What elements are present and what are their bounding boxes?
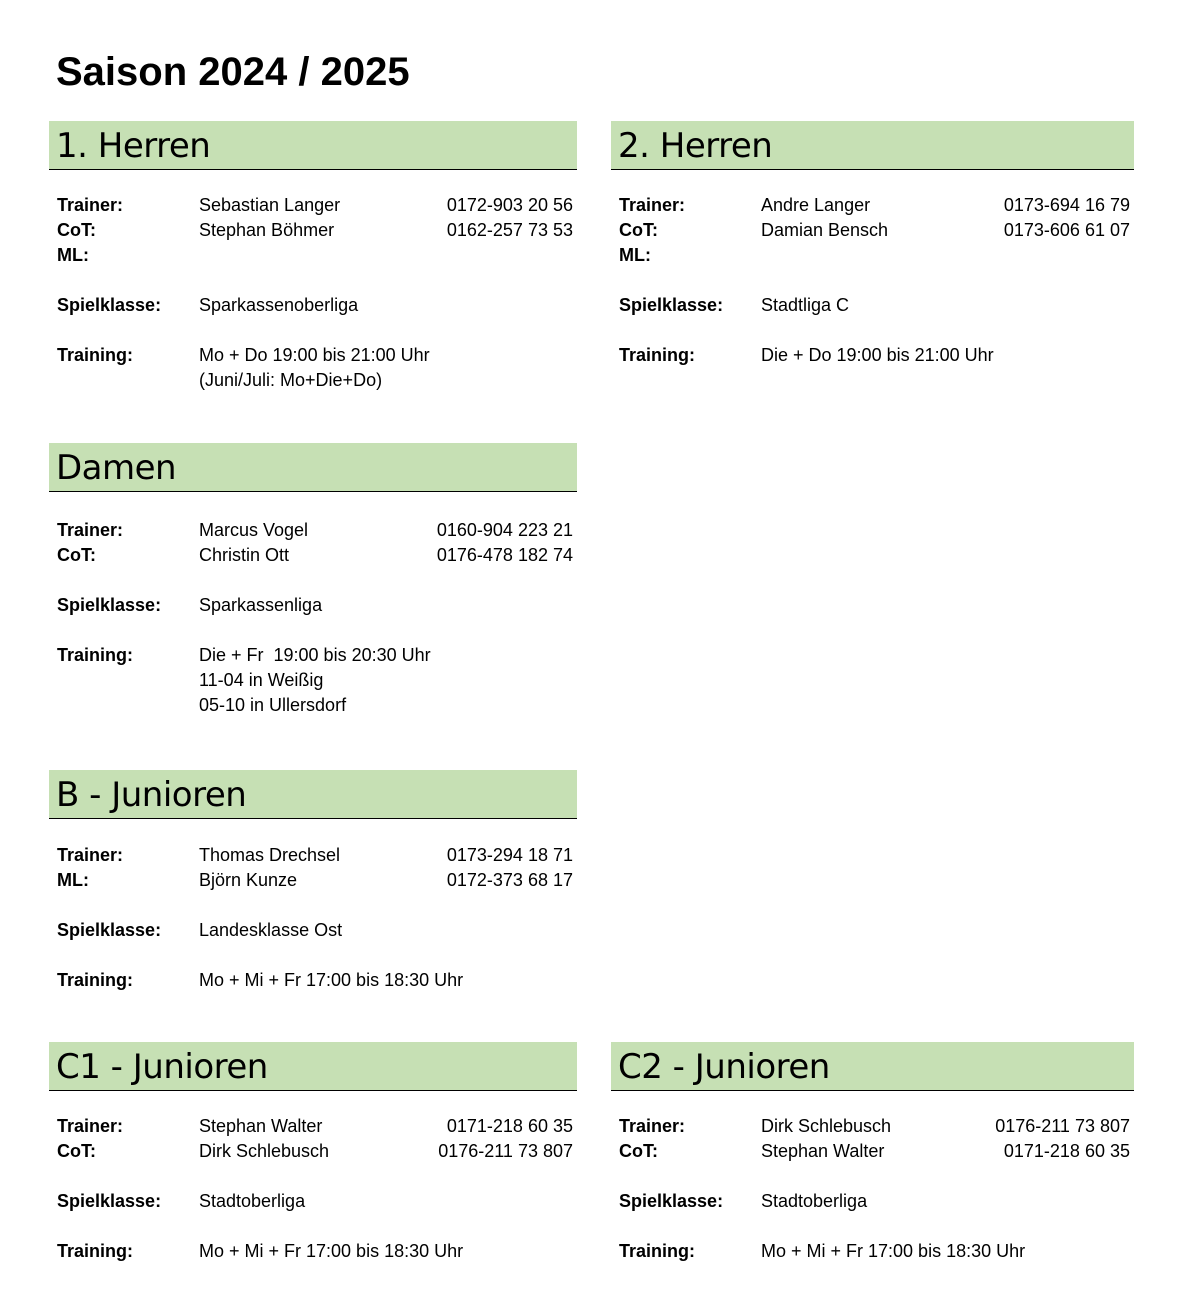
- staff-role: CoT:: [619, 1141, 658, 1161]
- staff-phone: 0173-606 61 07: [1003, 220, 1130, 240]
- staff-row-ml: [53, 868, 577, 893]
- team-block-damen: [49, 443, 577, 718]
- staff-person: Björn Kunze: [199, 870, 298, 890]
- staff-person: Dirk Schlebusch: [761, 1116, 892, 1136]
- league-value: Stadtoberliga: [199, 1191, 306, 1211]
- league-value: Sparkassenliga: [199, 595, 323, 615]
- league-row: [53, 593, 577, 618]
- staff-row-trainer: [615, 1114, 1134, 1139]
- staff-person: Dirk Schlebusch: [199, 1141, 330, 1161]
- staff-role: ML:: [57, 245, 89, 265]
- team-heading: 2. Herren: [611, 121, 1134, 170]
- league-value: Stadtliga C: [761, 295, 850, 315]
- staff-row-ml: [615, 243, 1134, 268]
- league-value: Sparkassenoberliga: [199, 295, 359, 315]
- staff-phone: 0173-694 16 79: [1003, 195, 1130, 215]
- team-heading: Damen: [49, 443, 577, 492]
- training-line: 11-04 in Weißig: [199, 670, 324, 690]
- staff-phone: 0173-294 18 71: [446, 845, 573, 865]
- staff-row-trainer: [53, 193, 577, 218]
- league-row: [53, 918, 577, 943]
- staff-phone: 0176-211 73 807: [995, 1116, 1130, 1136]
- staff-role: CoT:: [57, 545, 96, 565]
- training-label: Training:: [57, 1241, 133, 1261]
- league-row: [615, 1189, 1134, 1214]
- staff-row-cot: [615, 218, 1134, 243]
- staff-person: Thomas Drechsel: [199, 845, 341, 865]
- training-row: [53, 343, 577, 368]
- staff-role: ML:: [57, 870, 89, 890]
- league-value: Stadtoberliga: [761, 1191, 868, 1211]
- training-line: (Juni/Juli: Mo+Die+Do): [199, 370, 383, 390]
- staff-person: Marcus Vogel: [199, 520, 309, 540]
- team-block-c2-junioren: [611, 1042, 1134, 1264]
- training-row: [53, 643, 577, 668]
- team-heading: C1 - Junioren: [49, 1042, 577, 1091]
- staff-phone: 0172-903 20 56: [446, 195, 573, 215]
- staff-role: ML:: [619, 245, 651, 265]
- training-row-extra: [53, 693, 577, 718]
- league-row: [53, 1189, 577, 1214]
- training-line: 05-10 in Ullersdorf: [199, 695, 347, 715]
- staff-phone: 0172-373 68 17: [446, 870, 573, 890]
- staff-role: CoT:: [619, 220, 658, 240]
- staff-role: Trainer:: [619, 1116, 686, 1136]
- staff-role: Trainer:: [57, 520, 124, 540]
- training-label: Training:: [57, 345, 133, 365]
- staff-person: Stephan Böhmer: [199, 220, 335, 240]
- league-label: Spielklasse:: [57, 1191, 162, 1211]
- staff-phone: 0160-904 223 21: [436, 520, 573, 540]
- league-label: Spielklasse:: [57, 595, 162, 615]
- staff-person: Stephan Walter: [199, 1116, 323, 1136]
- staff-row-cot: [53, 543, 577, 568]
- league-label: Spielklasse:: [57, 920, 162, 940]
- training-row: [615, 343, 1134, 368]
- training-row: [53, 1239, 577, 1264]
- staff-row-trainer: [53, 843, 577, 868]
- league-label: Spielklasse:: [619, 1191, 724, 1211]
- staff-role: Trainer:: [619, 195, 686, 215]
- league-row: [615, 293, 1134, 318]
- training-line: Mo + Mi + Fr 17:00 bis 18:30 Uhr: [199, 1241, 464, 1261]
- training-row-extra: [53, 368, 577, 393]
- team-block-2-herren: [611, 121, 1134, 368]
- staff-role: CoT:: [57, 220, 96, 240]
- staff-row-trainer: [615, 193, 1134, 218]
- training-label: Training:: [57, 645, 133, 665]
- staff-row-ml: [53, 243, 577, 268]
- team-block-c1-junioren: [49, 1042, 577, 1264]
- team-block-1-herren: [49, 121, 577, 393]
- team-heading: B - Junioren: [49, 770, 577, 819]
- league-value: Landesklasse Ost: [199, 920, 343, 940]
- training-row: [615, 1239, 1134, 1264]
- training-line: Mo + Mi + Fr 17:00 bis 18:30 Uhr: [761, 1241, 1026, 1261]
- staff-row-trainer: [53, 1114, 577, 1139]
- team-heading: 1. Herren: [49, 121, 577, 170]
- staff-role: Trainer:: [57, 845, 124, 865]
- team-heading: C2 - Junioren: [611, 1042, 1134, 1091]
- staff-row-cot: [53, 218, 577, 243]
- staff-person: Damian Bensch: [761, 220, 889, 240]
- staff-row-cot: [615, 1139, 1134, 1164]
- staff-person: Stephan Walter: [761, 1141, 885, 1161]
- staff-phone: 0171-218 60 35: [1003, 1141, 1130, 1161]
- training-line: Mo + Mi + Fr 17:00 bis 18:30 Uhr: [199, 970, 464, 990]
- staff-row-trainer: [53, 518, 577, 543]
- league-label: Spielklasse:: [619, 295, 724, 315]
- staff-role: Trainer:: [57, 195, 124, 215]
- staff-person: Andre Langer: [761, 195, 871, 215]
- staff-person: Sebastian Langer: [199, 195, 341, 215]
- training-label: Training:: [619, 1241, 695, 1261]
- training-label: Training:: [57, 970, 133, 990]
- staff-phone: 0171-218 60 35: [446, 1116, 573, 1136]
- training-row: [53, 968, 577, 993]
- training-row-extra: [53, 668, 577, 693]
- staff-phone: 0176-211 73 807: [438, 1141, 573, 1161]
- league-label: Spielklasse:: [57, 295, 162, 315]
- team-block-b-junioren: [49, 770, 577, 993]
- staff-person: Christin Ott: [199, 545, 290, 565]
- training-line: Die + Do 19:00 bis 21:00 Uhr: [761, 345, 994, 365]
- staff-role: CoT:: [57, 1141, 96, 1161]
- staff-row-cot: [53, 1139, 577, 1164]
- page-title: Saison 2024 / 2025: [56, 50, 410, 94]
- training-line: Mo + Do 19:00 bis 21:00 Uhr: [199, 345, 430, 365]
- staff-role: Trainer:: [57, 1116, 124, 1136]
- staff-phone: 0176-478 182 74: [436, 545, 573, 565]
- league-row: [53, 293, 577, 318]
- staff-phone: 0162-257 73 53: [446, 220, 573, 240]
- training-line: Die + Fr 19:00 bis 20:30 Uhr: [199, 645, 431, 665]
- training-label: Training:: [619, 345, 695, 365]
